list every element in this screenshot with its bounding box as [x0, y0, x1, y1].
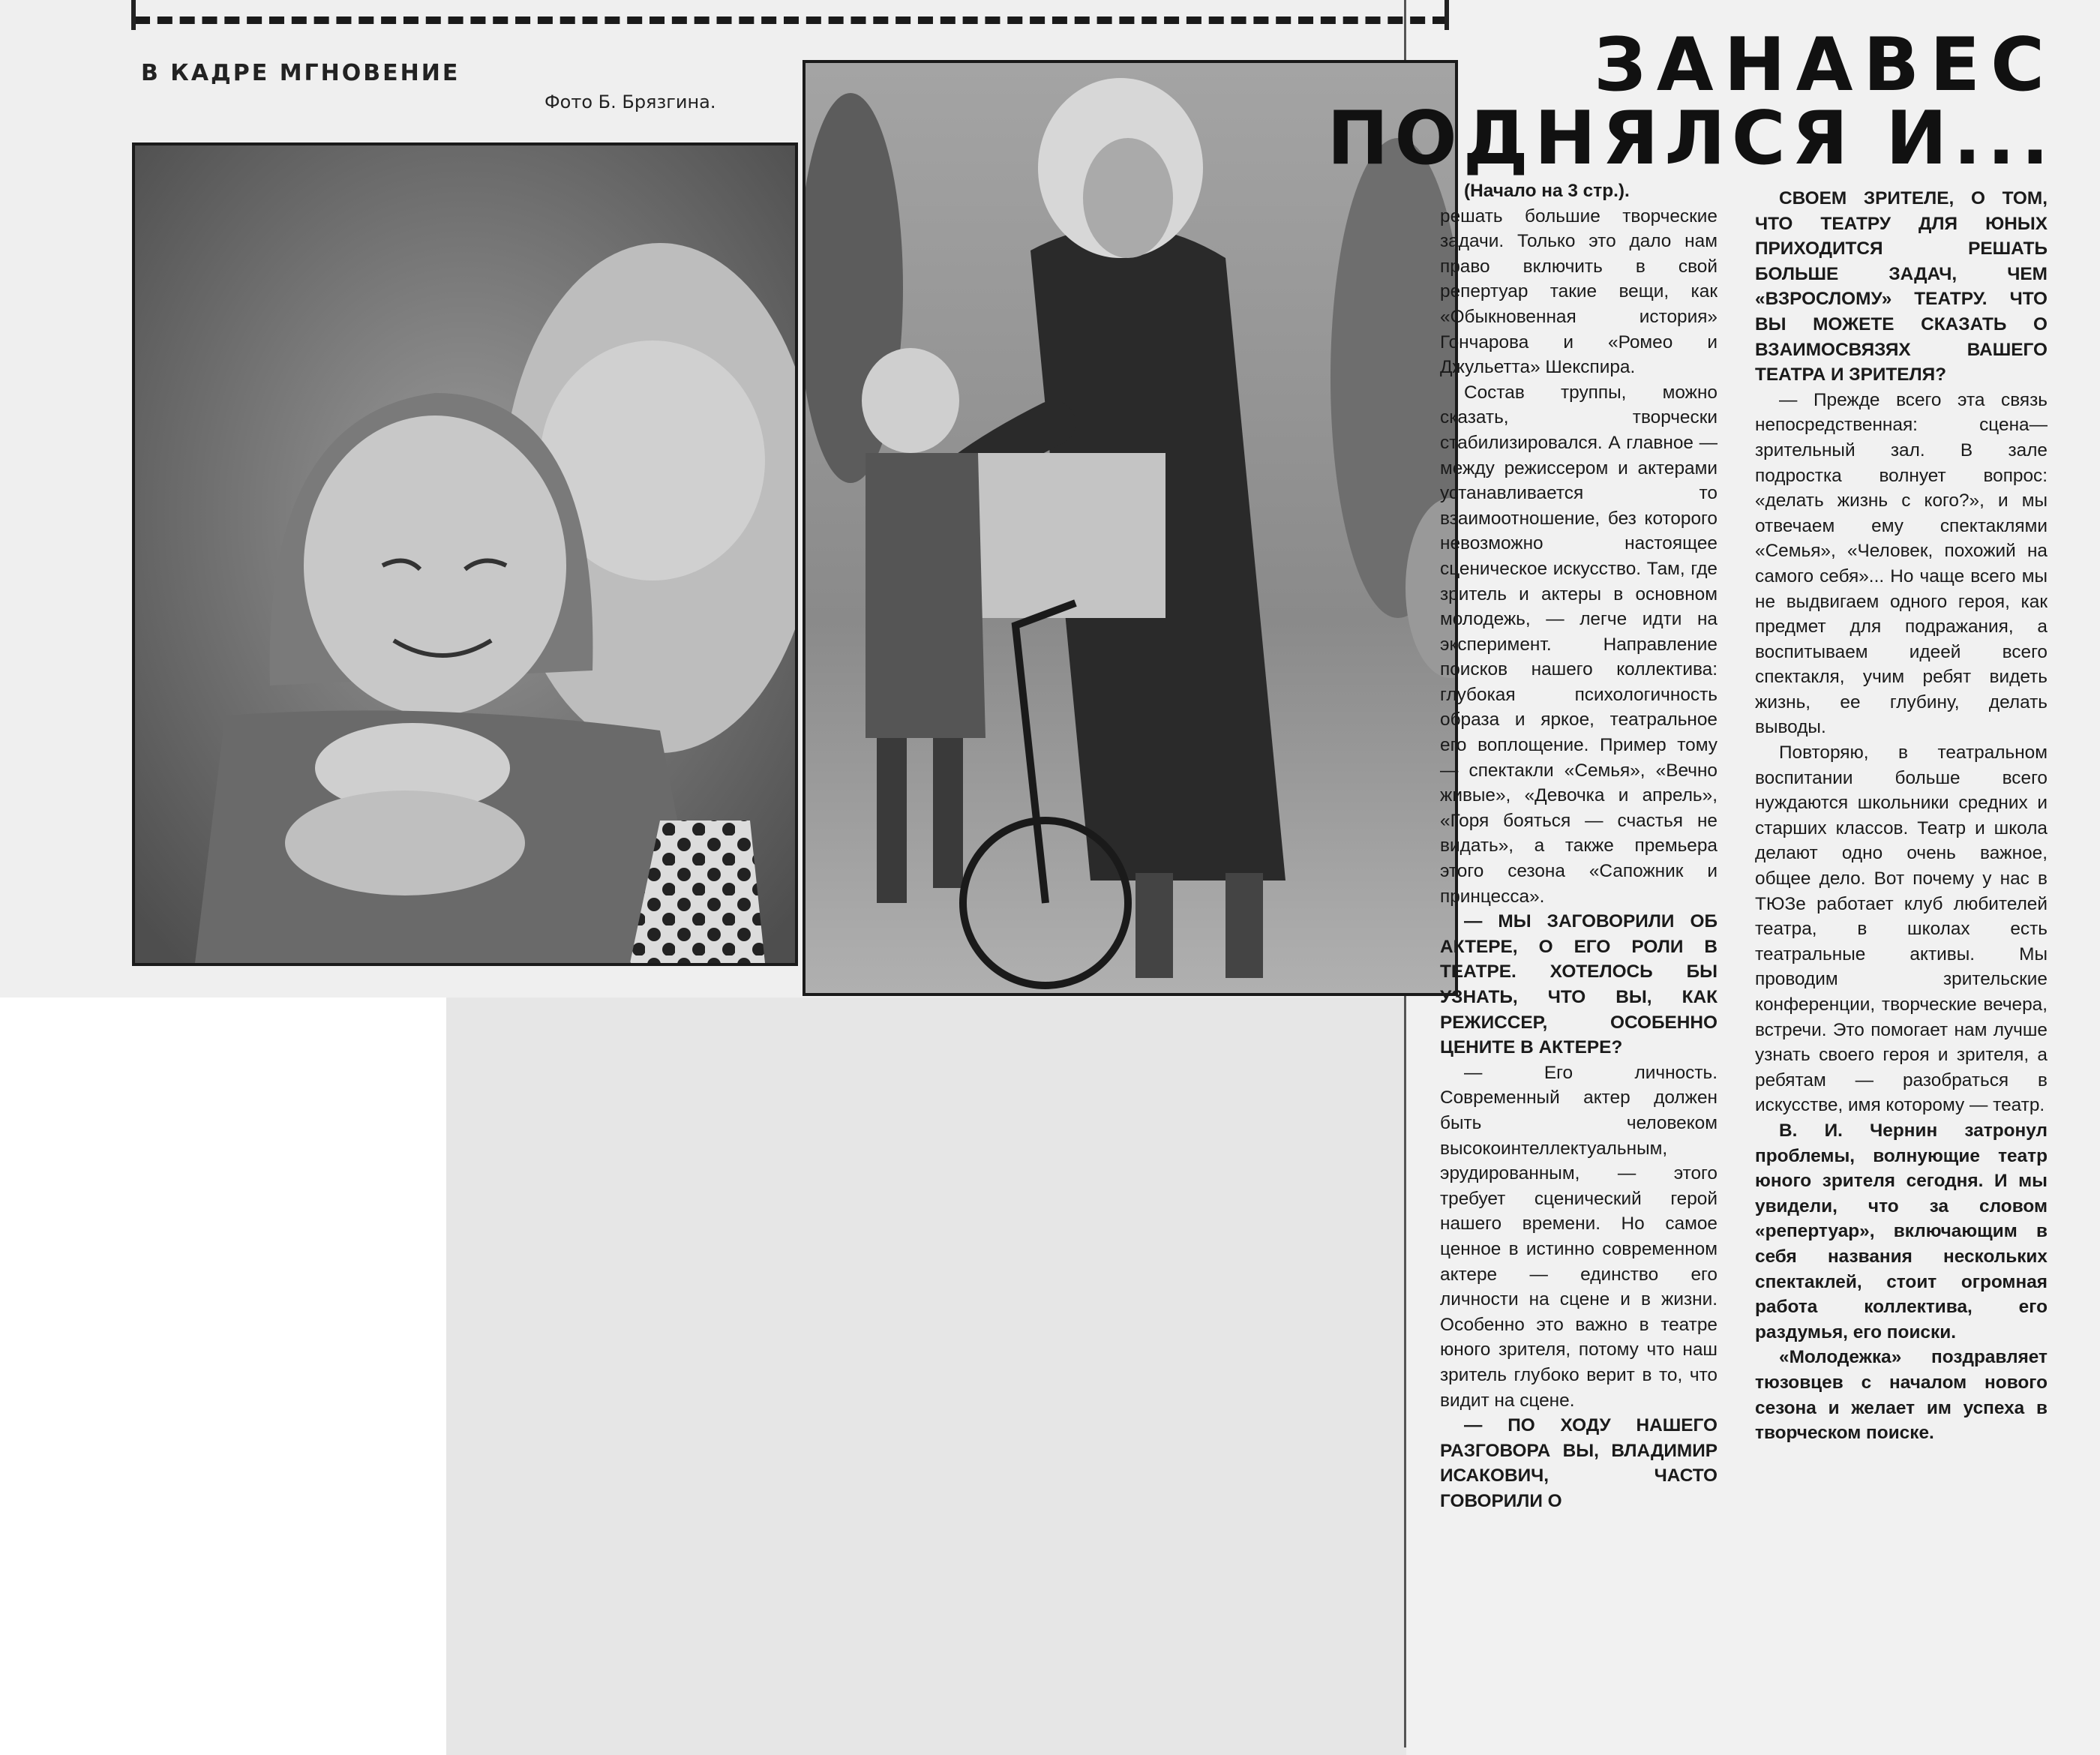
article-paragraph: Состав труппы, можно сказать, творчески стабилизировался. А главное — между режиссером и актерами устанавливается то взаимоотношение, без которого невозможно настоящее сценическое искусство. Там, где зритель и актеры в основном молодежь, — легче идти на эксперимент. Направление поисков нашего коллектива: глубокая психологичность образа и яркое, театральное его воплощение. Пример тому — спектакли «Семья», «Вечно живые», «Девочка и апрель», «Горя бояться — счастья не видать», а также премьера этого сезона «Сапожник и принцесса». [1440, 382, 1718, 907]
article-paragraph: — Прежде всего эта связь непосредственная: сцена— зрительный зал. В зале подростка волнует вопрос: «делать жизнь с кого?», и мы отвечаем ему спектаклями «Семья», «Человек, похожий на самого себя»... Но чаще всего мы не выдвигаем одного героя, как предмет для подражания, а воспитываем идеей всего спектакля, учим ребят видеть жизнь, ее глубину, делать выводы. [1755, 389, 2048, 738]
headline-line1: ЗАНАВЕС [1594, 22, 2055, 108]
article-column-1 [1440, 178, 1718, 1708]
clipping-paper-middle [446, 998, 1406, 1755]
photo-woman-and-child-with-bicycle [802, 60, 1458, 996]
photo-caption-title: В КАДРЕ МГНОВЕНИЕ [141, 60, 460, 86]
article-column-2 [1755, 186, 2048, 1708]
article-paragraph: — МЫ ЗАГОВОРИЛИ ОБ АКТЕРЕ, О ЕГО РОЛИ В ТЕАТРЕ. ХОТЕЛОСЬ БЫ УЗНАТЬ, ЧТО ВЫ, КАК РЕЖИССЕР, ОСОБЕННО ЦЕНИТЕ В АКТЕРЕ? [1440, 911, 1718, 1058]
top-frame-right [1444, 0, 1449, 30]
article-paragraph: СВОЕМ ЗРИТЕЛЕ, О ТОМ, ЧТО ТЕАТРУ ДЛЯ ЮНЫХ ПРИХОДИТСЯ РЕШАТЬ БОЛЬШЕ ЗАДАЧ, ЧЕМ «ВЗРОСЛОМУ» ТЕАТРУ. ЧТО ВЫ МОЖЕТЕ СКАЗАТЬ О ВЗАИМОСВЯЗЯХ ВАШЕГО ТЕАТРА И ЗРИТЕЛЯ? [1755, 188, 2048, 386]
article-paragraph: «Молодежка» поздравляет тюзовцев с началом нового сезона и желает им успеха в творческом поиске. [1755, 1347, 2048, 1444]
headline-line2: ПОДНЯЛСЯ И... [1327, 96, 2055, 182]
column-1-paragraphs [1440, 178, 1718, 1514]
article-paragraph: — ПО ХОДУ НАШЕГО РАЗГОВОРА ВЫ, ВЛАДИМИР ИСАКОВИЧ, ЧАСТО ГОВОРИЛИ О [1440, 1415, 1718, 1511]
photo-girl-in-headscarf [132, 142, 798, 966]
photo-credit: Фото Б. Брязгина. [544, 92, 716, 112]
column-2-paragraphs [1755, 186, 2048, 1446]
article-paragraph: — Его личность. Современный актер должен быть человеком высокоинтеллектуальным, эрудированным, — этого требует сценический герой нашего времени. Но самое ценное в истинно современном актере — единство его личности на сцене и в жизни. Особенно это важно в театре юного зрителя, потому что наш зритель глубоко верит в то, что видит на сцене. [1440, 1062, 1718, 1411]
article-paragraph: (Начало на 3 стр.). [1464, 181, 1630, 201]
article-paragraph: Повторяю, в театральном воспитании больше всего нуждаются школьники средних и старших классов. Театр и школа делают одно очень важное, общее дело. Вот почему у нас в ТЮЗе работает клуб любителей театра, в школах есть театральные активы. Мы проводим зрительские конференции, творческие вечера, встречи. Это помогает нам лучше узнать своего героя и зрителя, а ребятам — разобраться в искусстве, имя которому — театр. [1755, 742, 2048, 1116]
top-frame-left [131, 0, 136, 30]
article-paragraph: решать большие творческие задачи. Только это дало нам право включить в свой репертуар такие вещи, как «Обыкновенная история» Гончарова и «Ромео и Джульетта» Шекспира. [1440, 206, 1718, 378]
article-paragraph: В. И. Чернин затронул проблемы, волнующие театр юного зрителя сегодня. И мы увидели, что за словом «репертуар», включающим в себя названия нескольких спектаклей, стоит огромная работа коллектива, его раздумья, его поиски. [1755, 1120, 2048, 1342]
dashed-rule [135, 16, 1448, 24]
